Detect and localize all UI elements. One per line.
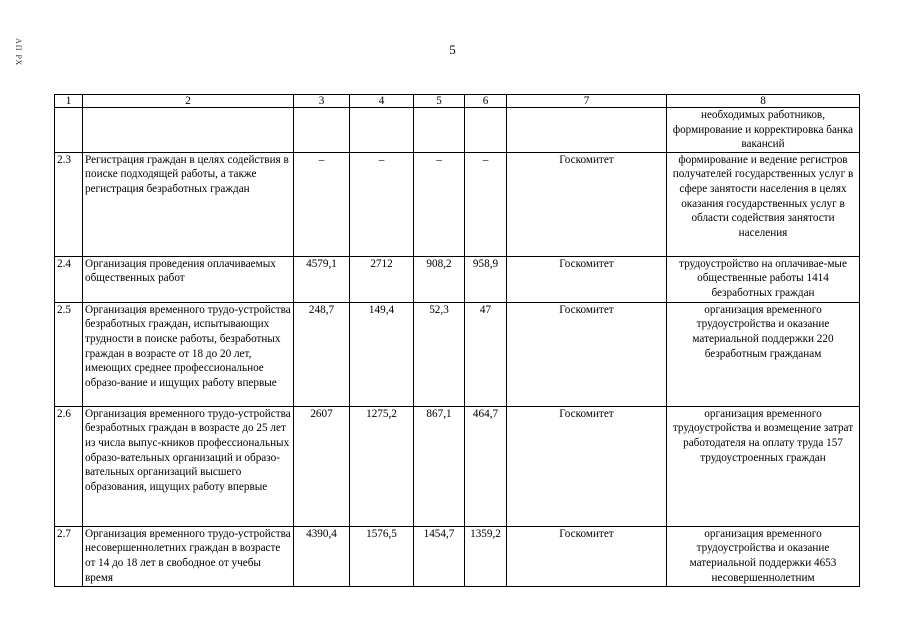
row-number: 2.3: [55, 152, 83, 256]
activity-name: Организация временного трудо-устройства несовершеннолетних граждан в возрасте от 14 до 18 лет в свободное от учебы время: [83, 526, 294, 586]
executor-cell: Госкомитет: [507, 526, 667, 586]
value-cell: 149,4: [350, 302, 414, 406]
column-header: 3: [294, 95, 350, 108]
result-cell: формирование и ведение регистров получателей государственных услуг в сфере занятости населения в целях оказания государственных услуг в области содействия занятости населения: [667, 152, 860, 256]
value-cell: 52,3: [414, 302, 465, 406]
value-cell: –: [414, 152, 465, 256]
result-cell: организация временного трудоустройства и оказание материальной поддержки 4653 несовершеннолетним: [667, 526, 860, 586]
value-cell: –: [350, 152, 414, 256]
table-row: [55, 152, 860, 256]
column-header: 7: [507, 95, 667, 108]
row-number: 2.7: [55, 526, 83, 586]
row-number: 2.5: [55, 302, 83, 406]
activity-name: Регистрация граждан в целях содействия в поиске подходящей работы, а также регистрация безработных граждан: [83, 152, 294, 256]
value-cell: 1454,7: [414, 526, 465, 586]
value-cell: 1275,2: [350, 406, 414, 526]
value-cell: 2712: [350, 256, 414, 302]
result-cell: трудоустройство на оплачивае-мые общественные работы 1414 безработных граждан: [667, 256, 860, 302]
table-row: [55, 526, 860, 586]
result-cell: необходимых работников, формирование и корректировка банка вакансий: [667, 108, 860, 153]
column-header: 2: [83, 95, 294, 108]
program-table: [54, 94, 860, 587]
value-cell: 248,7: [294, 302, 350, 406]
value-cell: 958,9: [465, 256, 507, 302]
page-number: 5: [449, 42, 456, 57]
activity-name: Организация временного трудо-устройства безработных граждан, испытывающих трудности в поиске работы, безработных граждан в возрасте от 18 до 20 лет, имеющих среднее профессиональное образо-вание и ищущих работу впервые: [83, 302, 294, 406]
value-cell: 464,7: [465, 406, 507, 526]
executor-cell: Госкомитет: [507, 256, 667, 302]
column-header: 1: [55, 95, 83, 108]
value-cell: 47: [465, 302, 507, 406]
table-row: [55, 406, 860, 526]
row-number: 2.4: [55, 256, 83, 302]
activity-name: Организация временного трудо-устройства безработных граждан в возрасте до 25 лет из числа выпус-кников профессиональных образо-вательных организаций и образо-вательных организаций высшего образования, ищущих работу впервые: [83, 406, 294, 526]
value-cell: 867,1: [414, 406, 465, 526]
value-cell: –: [465, 152, 507, 256]
executor-cell: Госкомитет: [507, 406, 667, 526]
value-cell: 4390,4: [294, 526, 350, 586]
archive-side-mark: АП РХ: [14, 38, 23, 67]
column-header: 8: [667, 95, 860, 108]
result-cell: организация временного трудоустройства и оказание материальной поддержки 220 безработным гражданам: [667, 302, 860, 406]
activity-name: Организация проведения оплачиваемых общественных работ: [83, 256, 294, 302]
value-cell: 2607: [294, 406, 350, 526]
column-header: 4: [350, 95, 414, 108]
executor-cell: Госкомитет: [507, 152, 667, 256]
table-row: [55, 256, 860, 302]
column-header: 5: [414, 95, 465, 108]
header-row: [55, 95, 860, 108]
table-row: [55, 302, 860, 406]
column-header: 6: [465, 95, 507, 108]
value-cell: 908,2: [414, 256, 465, 302]
value-cell: 1359,2: [465, 526, 507, 586]
value-cell: 1576,5: [350, 526, 414, 586]
executor-cell: Госкомитет: [507, 302, 667, 406]
value-cell: 4579,1: [294, 256, 350, 302]
continuation-row: [55, 108, 860, 153]
value-cell: –: [294, 152, 350, 256]
row-number: 2.6: [55, 406, 83, 526]
result-cell: организация временного трудоустройства и возмещение затрат работодателя на оплату труда 157 трудоустроенных граждан: [667, 406, 860, 526]
